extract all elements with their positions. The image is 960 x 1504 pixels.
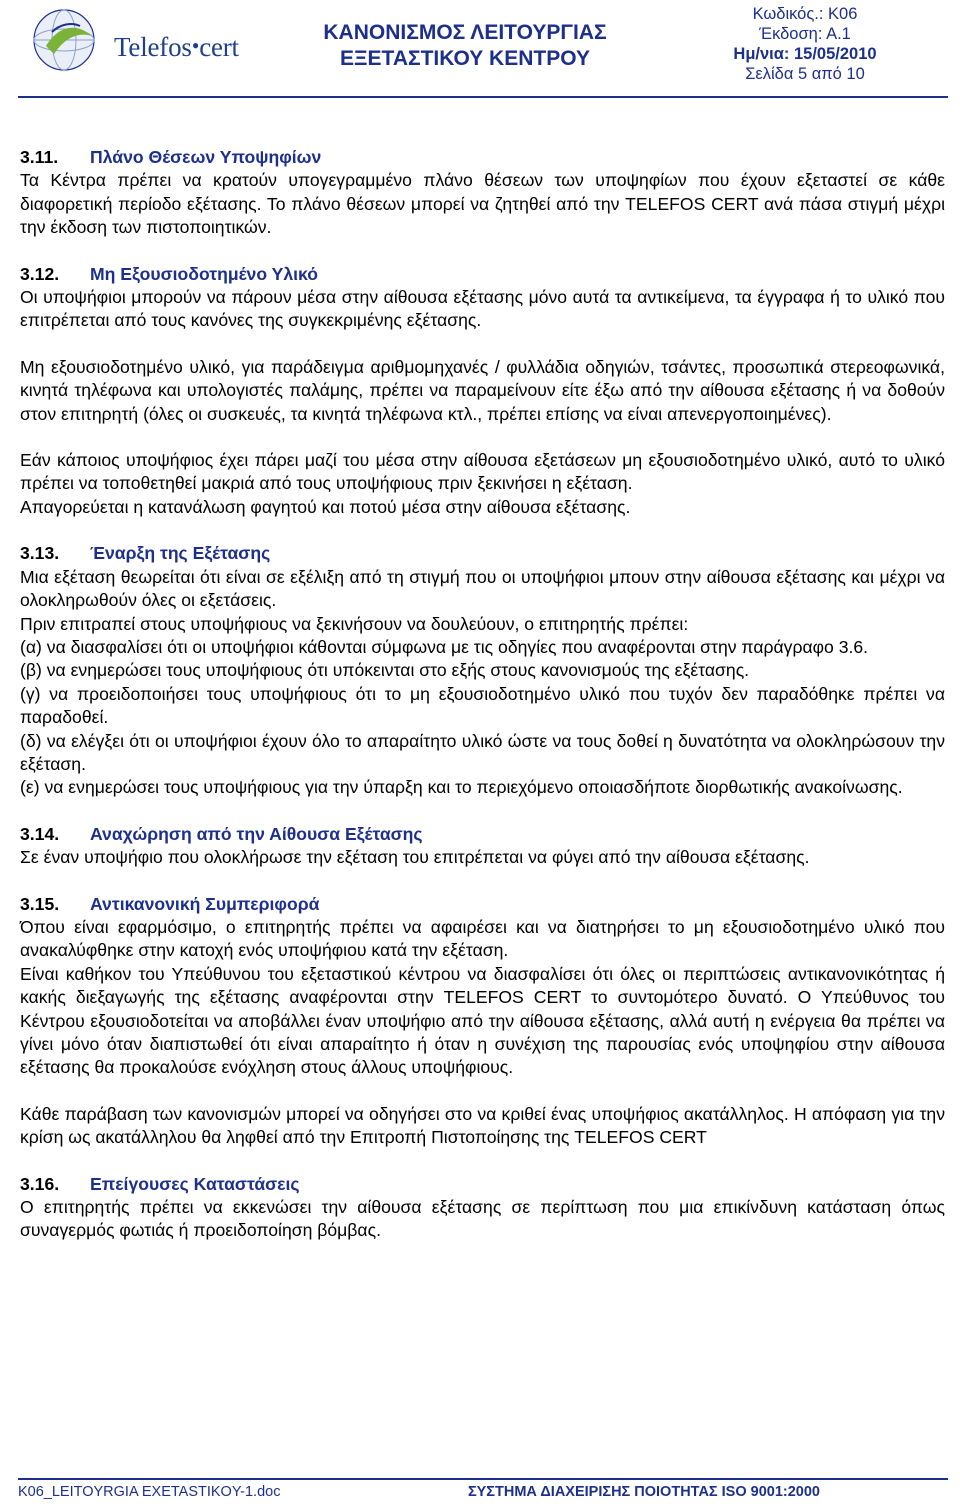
section-number: 3.15.: [20, 893, 60, 914]
doc-date: Ημ/νια: 15/05/2010: [733, 45, 877, 63]
paragraph: Μια εξέταση θεωρείται ότι είναι σε εξέλιξη από τη στιγμή που οι υποψήφιοι μπουν στην αίθουσα εξέτασης και μέχρι να ολοκληρωθούν όλες οι εξετάσεις.: [20, 566, 945, 611]
doc-code: Κωδικός.: Κ06: [752, 5, 858, 23]
section-heading: [20, 263, 945, 286]
telefos-cert-logo: Telefos•cert: [28, 6, 238, 76]
title-line-2: ΕΞΕΤΑΣΤΙΚΟΥ ΚΕΝΤΡΟΥ: [340, 47, 590, 70]
section-title: Μη Εξουσιοδοτημένο Υλικό: [90, 263, 319, 284]
section-number: 3.12.: [20, 263, 60, 284]
paragraph: Μη εξουσιοδοτημένο υλικό, για παράδειγμα αριθμομηχανές / φυλλάδια οδηγιών, τσάντες, προσωπικά στερεοφωνικά, κινητά τηλέφωνα και υπολογιστές παλάμης, πρέπει να παραμείνουν είτε έξω από την αίθουσα εξέτασης ή να δοθούν στον επιτηρητή (όλες οι συσκευές, τα κινητά τηλέφωνα κτλ., πρέπει επίσης να είναι απενεργοποιημένες).: [20, 356, 945, 424]
paragraph: Πριν επιτραπεί στους υποψήφιους να ξεκινήσουν να δουλεύουν, ο επιτηρητής πρέπει:: [20, 613, 689, 634]
logo-text: Telefos: [114, 32, 192, 62]
section-number: 3.11.: [20, 147, 59, 167]
section-heading: [20, 823, 945, 846]
section-number: 3.16.: [20, 1173, 60, 1194]
section-number: 3.14.: [20, 823, 60, 844]
section-heading: [20, 1173, 945, 1196]
paragraph: Ο επιτηρητής πρέπει να εκκενώσει την αίθουσα εξέτασης σε περίπτωση που μια επικίνδυνη κατάσταση όπως συναγερμός φωτιάς ή προειδοποίηση βόμβας.: [20, 1197, 945, 1241]
doc-page: Σελίδα 5 από 10: [745, 65, 865, 83]
document-meta: [700, 4, 910, 84]
paragraph: Απαγορεύεται η κατανάλωση φαγητού και ποτού μέσα στην αίθουσα εξέτασης.: [20, 496, 631, 517]
paragraph: Σε έναν υποψήφιο που ολοκλήρωσε την εξέταση του επιτρέπεται να φύγει από την αίθουσα εξέτασης.: [20, 847, 810, 868]
doc-edition: Έκδοση: Α.1: [759, 25, 851, 43]
logo-globe-icon: [28, 6, 118, 76]
page-footer: [18, 1478, 948, 1500]
section-number: 3.13.: [20, 543, 60, 564]
header-divider: [18, 96, 948, 98]
footer-filename: K06_LEITOYRGIA EXETASTIKOY-1.doc: [18, 1484, 281, 1500]
document-body: [20, 146, 945, 1243]
section-title: Έναρξη της Εξέτασης: [90, 543, 271, 564]
page-header: [0, 0, 960, 100]
section-heading: [20, 146, 945, 169]
paragraph: Οι υποψήφιοι μπορούν να πάρουν μέσα στην αίθουσα εξέτασης μόνο αυτά τα αντικείμενα, τα έγγραφα ή το υλικό που επιτρέπεται από τους κανόνες της συγκεκριμένης εξέτασης.: [20, 287, 945, 331]
title-line-1: ΚΑΝΟΝΙΣΜΟΣ ΛΕΙΤΟΥΡΓΙΑΣ: [323, 21, 607, 44]
paragraph: Κάθε παράβαση των κανονισμών μπορεί να οδηγήσει στο να κριθεί ένας υποψήφιος ακατάλληλος. Η απόφαση για την κρίση ως ακατάλληλου θα ληφθεί από την Επιτροπή Πιστοποίησης της TELEFOS CERT: [20, 1103, 945, 1148]
paragraph: Όπου είναι εφαρμόσιμο, ο επιτηρητής πρέπει να αφαιρέσει και να διατηρήσει το μη εξουσιοδοτημένο υλικό που ανακαλύφθηκε στην κατοχή ενός υποψήφιου κατά την εξέταση.: [20, 916, 945, 961]
footer-qms: ΣΥΣΤΗΜΑ ΔΙΑΧΕΙΡΙΣΗΣ ΠΟΙΟΤΗΤΑΣ ISO 9001:2000: [467, 1484, 820, 1500]
section-title: Επείγουσες Καταστάσεις: [90, 1173, 300, 1194]
section-title: Αντικανονική Συμπεριφορά: [90, 893, 320, 914]
paragraph: Εάν κάποιος υποψήφιος έχει πάρει μαζί του μέσα στην αίθουσα εξετάσεων μη εξουσιοδοτημένο υλικό, αυτό το υλικό πρέπει να τοποθετηθεί μακριά από τους υποψήφιους πριν ξεκινήσει η εξέταση.: [20, 450, 945, 494]
list-item: (γ) να προειδοποιήσει τους υποψήφιους ότι το μη εξουσιοδοτημένο υλικό που τυχόν δεν παραδόθηκε πρέπει να παραδοθεί.: [20, 683, 945, 728]
section-heading: [20, 542, 945, 565]
section-title: Αναχώρηση από την Αίθουσα Εξέτασης: [90, 823, 423, 844]
section-title: Πλάνο Θέσεων Υποψηφίων: [90, 147, 322, 167]
paragraph: Τα Κέντρα πρέπει να κρατούν υπογεγραμμένο πλάνο θέσεων των υποψηφίων που έχουν εξεταστεί σε κάθε διαφορετική περίοδο εξέτασης. Το πλάνο θέσεων μπορεί να ζητηθεί από την TELEFOS CERT ανά πάσα στιγμή μέχρι την έκδοση των πιστοποιητικών.: [20, 170, 945, 238]
list-item: (δ) να ελέγξει ότι οι υποψήφιοι έχουν όλο το απαραίτητο υλικό ώστε να τους δοθεί η δυνατότητα να ολοκληρώσουν την εξέταση.: [20, 730, 945, 774]
logo-text-cert: cert: [199, 32, 239, 62]
paragraph: Είναι καθήκον του Υπεύθυνου του εξεταστικού κέντρου να διασφαλίσει ότι όλες οι περιπτώσεις αντικανονικότητας ή κακής διεξαγωγής της εξέτασης αναφέρονται στην TELEFOS CERT το συντομότερο δυνατό. Ο Υπεύθυνος του Κέντρου εξουσιοδοτείται να αποβάλλει έναν υποψήφιο από την αίθουσα εξέτασης, αλλά αυτή η ενέργεια θα πρέπει να γίνει μόνο όταν διαπιστωθεί ότι είναι απαραίτητο ή όταν η συνέχιση της παρουσίας ενός υποψηφίου στην αίθουσα εξέτασης θα προκαλούσε ενόχληση στους άλλους υποψήφιους.: [20, 963, 945, 1078]
section-heading: [20, 893, 945, 916]
list-item: (ε) να ενημερώσει τους υποψήφιους για την ύπαρξη και το περιεχόμενο οποιασδήποτε διορθωτικής ανακοίνωσης.: [20, 777, 903, 798]
document-title: [295, 20, 635, 72]
list-item: (β) να ενημερώσει τους υποψήφιους ότι υπόκεινται στο εξής στους κανονισμούς της εξέτασης.: [20, 660, 750, 681]
list-item: (α) να διασφαλίσει ότι οι υποψήφιοι κάθονται σύμφωνα με τις οδηγίες που αναφέρονται στην παράγραφο 3.6.: [20, 636, 869, 657]
